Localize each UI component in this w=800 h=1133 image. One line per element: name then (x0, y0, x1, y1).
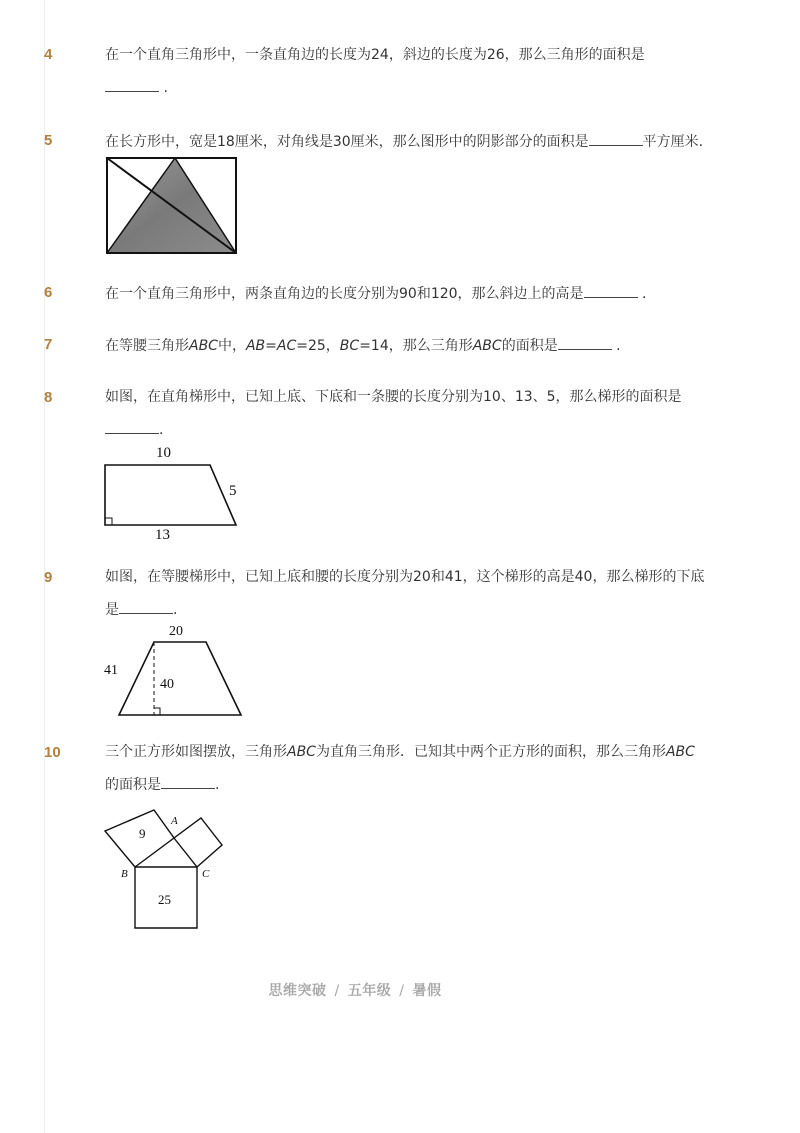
footer-series: 思维突破 (268, 983, 327, 999)
label-square-25: 25 (158, 892, 171, 907)
answer-blank (161, 774, 215, 789)
question-number: 4 (44, 46, 53, 63)
label-side: 5 (229, 483, 237, 499)
triangle-name: ABC (287, 744, 316, 760)
answer-blank (105, 77, 159, 92)
question-end: . (215, 777, 220, 793)
question-text (105, 131, 725, 152)
question-number: 5 (44, 132, 53, 149)
label-a: A (171, 815, 178, 827)
question-end: . (159, 80, 168, 96)
text-span: = (265, 338, 277, 354)
text-span: 三个正方形如图摆放，三角形 (105, 744, 287, 760)
question-number: 8 (44, 389, 53, 406)
question-line: 如图，在直角梯形中，已知上底、下底和一条腰的长度分别为10、13、5，那么梯形的面积是 (105, 389, 682, 405)
trapezoid-outline (105, 465, 236, 525)
triangle-name: ABC (472, 338, 502, 354)
text-span: =25， (296, 338, 340, 354)
isosceles-trapezoid-diagram (100, 620, 250, 720)
question-number: 9 (44, 569, 53, 586)
answer-blank (589, 131, 643, 146)
question-end: . (159, 422, 164, 438)
question-text (105, 387, 725, 440)
right-trapezoid-diagram (100, 440, 250, 544)
segment-ab: AB (245, 338, 266, 354)
rectangle-diagram (105, 155, 239, 257)
question-end: 平方厘米. (642, 134, 704, 150)
question-end: . (611, 338, 621, 354)
question-text (105, 45, 725, 98)
question-number: 10 (44, 744, 61, 761)
segment-bc: BC (339, 338, 360, 354)
text-span: 为直角三角形．已知其中两个正方形的面积，那么三角形 (315, 744, 666, 760)
label-b: B (121, 868, 128, 880)
label-top: 20 (169, 624, 183, 639)
margin-line (44, 0, 45, 1133)
answer-blank (558, 335, 612, 350)
question-end: . (637, 286, 647, 302)
footer-term: 暑假 (412, 983, 442, 999)
label-c: C (202, 868, 210, 880)
text-span: 在等腰三角形 (105, 338, 189, 354)
question-line: 如图，在等腰梯形中，已知上底和腰的长度分别为20和41，这个梯形的高是40，那么梯形的下底 (105, 569, 705, 585)
three-squares-diagram (100, 805, 230, 933)
question-line: 在长方形中，宽是18厘米，对角线是30厘米，那么图形中的阴影部分的面积是 (105, 134, 589, 150)
question-number: 7 (44, 336, 53, 353)
right-angle-mark (154, 708, 160, 715)
question-line: 在一个直角三角形中，一条直角边的长度为24，斜边的长度为26，那么三角形的面积是 (105, 47, 645, 63)
trapezoid-outline (119, 642, 241, 715)
text-span: 是 (105, 602, 119, 618)
triangle-name: ABC (189, 338, 218, 354)
question-text (105, 335, 725, 356)
right-angle-mark (105, 518, 112, 525)
text-span: =14，那么三角形 (359, 338, 473, 354)
text-span: 中， (217, 338, 246, 354)
text-span: 的面积是 (501, 338, 558, 354)
label-leg: 41 (104, 663, 118, 678)
question-text (105, 283, 725, 304)
footer-grade: 五年级 (347, 983, 392, 999)
answer-blank (584, 283, 638, 298)
label-bottom: 13 (155, 527, 170, 543)
triangle-name: ABC (665, 744, 695, 760)
label-square-9: 9 (139, 826, 146, 841)
segment-ac: AC (276, 338, 297, 354)
question-line: 在一个直角三角形中，两条直角边的长度分别为90和120，那么斜边上的高是 (105, 286, 584, 302)
square-ac (174, 818, 222, 867)
page-footer (0, 980, 710, 1000)
question-text (105, 742, 725, 795)
question-number: 6 (44, 284, 53, 301)
answer-blank (105, 419, 159, 434)
question-text (105, 567, 725, 620)
question-end: . (173, 602, 178, 618)
text-span: 的面积是 (105, 777, 161, 793)
label-height: 40 (160, 677, 174, 692)
footer-separator: / (334, 983, 340, 999)
label-top: 10 (156, 445, 171, 461)
footer-separator: / (399, 983, 405, 999)
answer-blank (119, 599, 173, 614)
